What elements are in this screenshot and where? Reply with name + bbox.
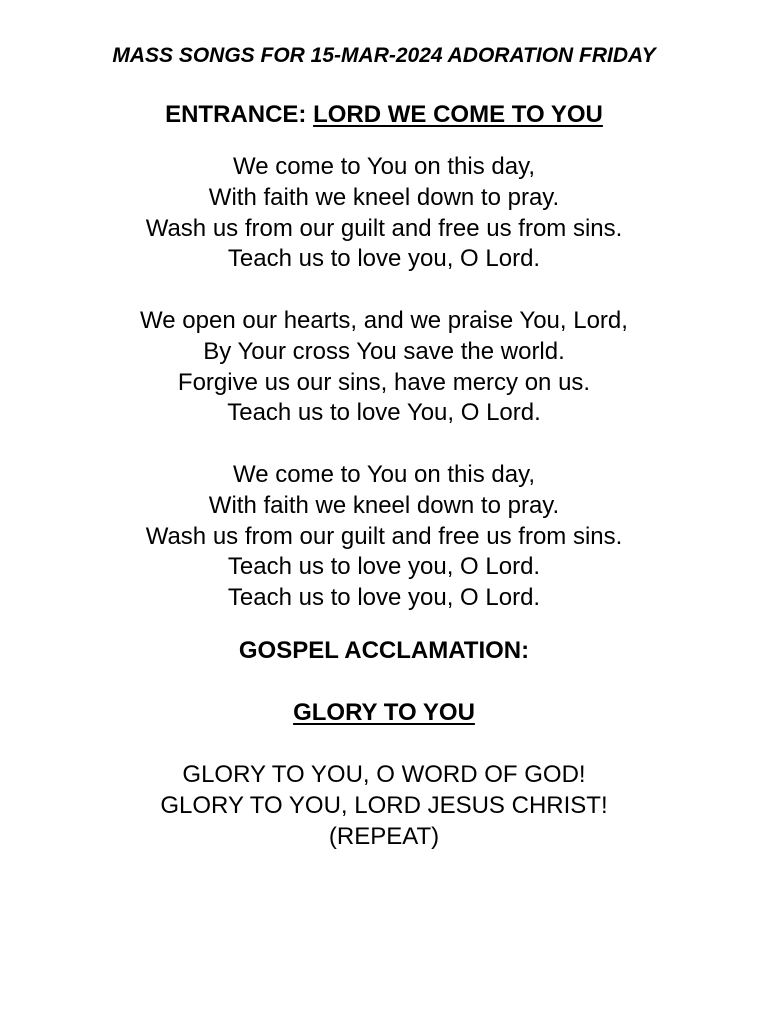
verse-line: Wash us from our guilt and free us from sins. [145, 214, 623, 242]
entrance-verse-1 [0, 152, 768, 275]
gospel-heading: GOSPEL ACCLAMATION: [238, 637, 530, 664]
verse-line: We come to You on this day, [233, 153, 535, 180]
verse-line: We come to You on this day, [233, 461, 535, 488]
verse-line: Teach us to love you, O Lord. [227, 584, 541, 611]
verse-line: Teach us to love you, O Lord. [227, 553, 541, 581]
verse-line: Teach us to love you, O Lord. [227, 245, 541, 273]
verse-line: Forgive us our sins, have mercy on us. [177, 368, 591, 396]
entrance-song-title: LORD WE COME TO YOU [313, 101, 603, 128]
entrance-heading [0, 100, 768, 130]
gospel-song-title-text: GLORY TO YOU [293, 699, 475, 726]
verse-line: Wash us from our guilt and free us from sins. [145, 522, 623, 550]
acclamation-line: GLORY TO YOU, O WORD OF GOD! [182, 761, 586, 788]
document-title: MASS SONGS FOR 15-MAR-2024 ADORATION FRIDAY [112, 44, 656, 67]
entrance-verse-2 [0, 306, 768, 429]
entrance-label: ENTRANCE: [165, 101, 307, 128]
entrance-verse-3 [0, 460, 768, 614]
acclamation-line: GLORY TO YOU, LORD JESUS CHRIST! [160, 791, 608, 819]
verse-line: By Your cross You save the world. [203, 337, 565, 365]
verse-line: With faith we kneel down to pray. [208, 183, 560, 211]
verse-line: We open our hearts, and we praise You, Lord, [140, 307, 628, 334]
gospel-acclamation [0, 760, 768, 852]
verse-line: With faith we kneel down to pray. [208, 491, 560, 519]
acclamation-line: (REPEAT) [328, 822, 440, 850]
verse-line: Teach us to love You, O Lord. [227, 399, 541, 427]
gospel-song-title [0, 698, 768, 728]
